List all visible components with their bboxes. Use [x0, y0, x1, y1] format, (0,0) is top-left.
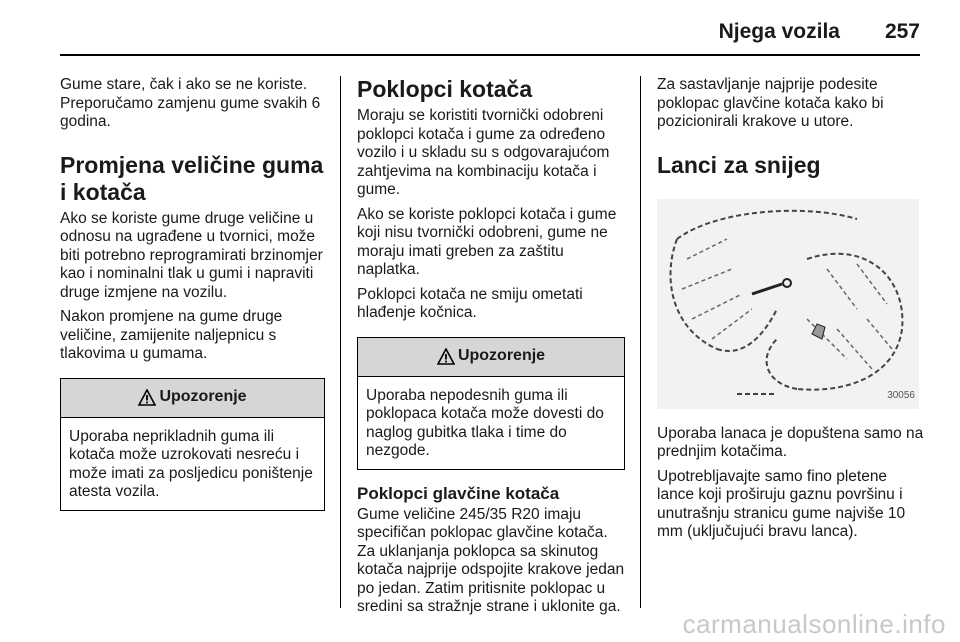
- warning-text: Uporaba neprikladnih guma ili kotača može uzrokovati nesreću i može imati za posljedicu poništenje atesta vozila.: [69, 427, 313, 500]
- column-left: [60, 76, 325, 511]
- column-right: [657, 76, 925, 548]
- warning-box: [60, 378, 325, 511]
- header-title: Njega vozila: [718, 20, 840, 43]
- paragraph: Ako se koriste poklopci kotača i gume koji nisu tvornički odobreni, gume ne moraju imati greben za zaštitu naplatka.: [357, 205, 617, 278]
- paragraph: Moraju se koristiti tvornički odobreni poklopci kotača i gume za određeno vozilo i u skladu su s odgovarajućom zahtjevima na kombinaciju kotača i gume.: [357, 107, 610, 198]
- section-heading-snow-chains: Lanci za snijeg: [657, 151, 821, 178]
- warning-text: Uporaba nepodesnih guma ili poklopaca kotača može dovesti do naglog gubitka tlaka i time do nezgode.: [366, 386, 604, 459]
- watermark: carmanualsonline.info: [682, 609, 946, 639]
- warning-box: [357, 337, 625, 470]
- page-number: 257: [884, 20, 920, 43]
- paragraph: Ako se koriste gume druge veličine u odnosu na ugrađene u tvornici, može biti potrebno reprogramirati brzinomjer kao i nominalni tlak u gumi i napraviti druge izmjene na vozilu.: [60, 209, 323, 301]
- warning-title: Upozorenje: [159, 388, 247, 406]
- column-middle: [357, 76, 625, 623]
- illustration-code: 30056: [887, 390, 915, 401]
- intro-text: Za sastavljanje najprije podesite poklopac glavčine kotača kako bi pozicionirali krakove u utore.: [657, 76, 884, 130]
- paragraph: Uporaba lanaca je dopuštena samo na prednjim kotačima.: [657, 424, 924, 460]
- paragraph: Nakon promjene na gume druge veličine, zamijenite naljepnicu s tlakovima u gumama.: [60, 308, 283, 362]
- section-heading-tire-size: Promjena veličine guma i kotača: [60, 151, 324, 205]
- snow-chain-illustration: [657, 199, 919, 409]
- intro-text: Gume stare, čak i ako se ne koriste. Preporučamo zamjenu gume svakih 6 godina.: [60, 76, 321, 130]
- warning-title: Upozorenje: [457, 347, 546, 365]
- warning-header: [61, 379, 324, 418]
- column-divider-2: [640, 76, 641, 608]
- section-heading-wheel-covers: Poklopci kotača: [357, 76, 533, 102]
- paragraph: Poklopci kotača ne smiju ometati hlađenje kočnica.: [357, 285, 583, 321]
- page-header: [60, 14, 920, 56]
- subheading-hub-caps: Poklopci glavčine kotača: [357, 483, 560, 503]
- warning-triangle-icon: [437, 348, 455, 365]
- column-divider-1: [340, 76, 341, 608]
- paragraph: Upotrebljavajte samo fino pletene lance koji proširuju gaznu površinu i unutrašnju stranicu gume najviše 10 mm (uključujući bravu lanca).: [657, 467, 906, 540]
- warning-triangle-icon: [138, 389, 156, 406]
- paragraph: Gume veličine 245/35 R20 imaju specifičan poklopac glavčine kotača. Za uklanjanja poklopca sa skinutog kotača najprije odspojite krakove jedan po jedan. Zatim pritisnite poklopac u sredini sa stražnje strane i uklonite ga.: [357, 505, 625, 615]
- warning-header: [358, 338, 624, 377]
